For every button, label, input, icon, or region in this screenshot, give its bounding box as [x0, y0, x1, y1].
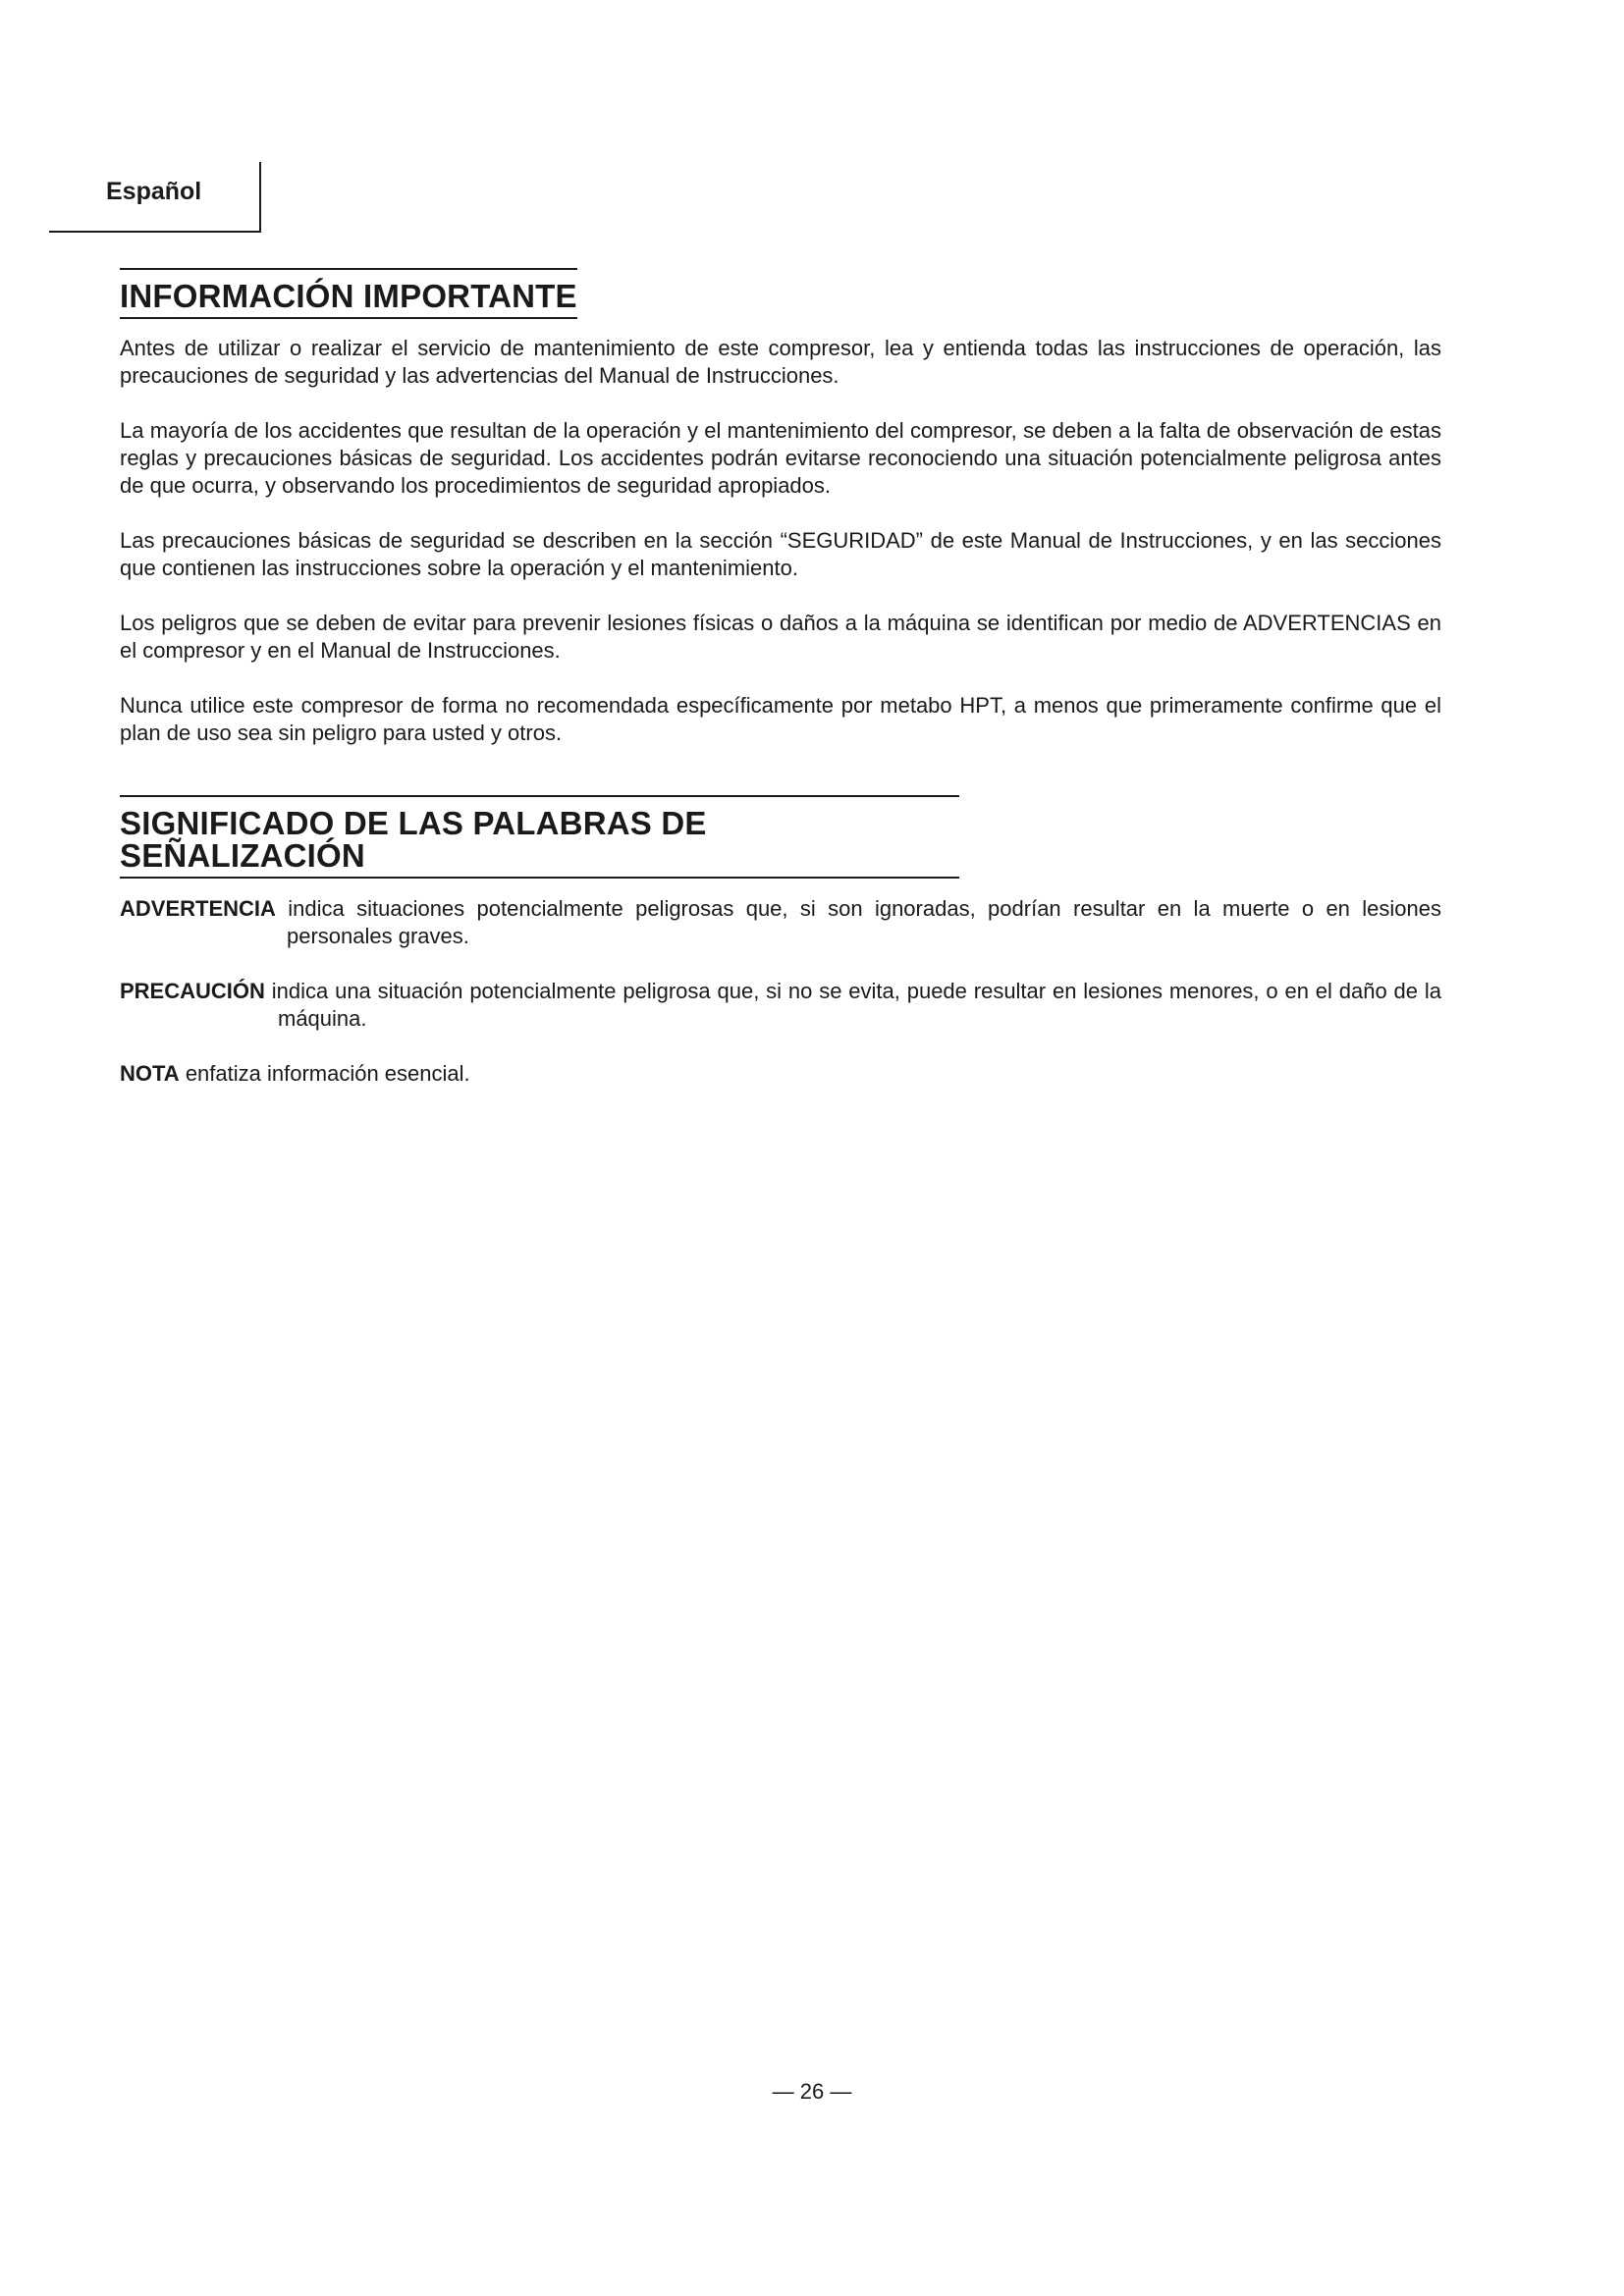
definition-note [120, 1060, 1441, 1088]
definition-term: NOTA [120, 1061, 180, 1086]
paragraph: Antes de utilizar o realizar el servicio de mantenimiento de este compresor, lea y entienda todas las instrucciones de operación, las precauciones de seguridad y las advertencias del Manual de Instrucciones. [120, 336, 1441, 388]
definition-warning [120, 895, 1441, 950]
definition-text: enfatiza información esencial. [179, 1061, 470, 1086]
definition-caution [120, 978, 1441, 1033]
paragraph: Las precauciones básicas de seguridad se describen en la sección “SEGURIDAD” de este Manual de Instrucciones, y en las secciones que contienen las instrucciones sobre la operación y el mantenimiento. [120, 528, 1441, 580]
section-body [120, 895, 1441, 1088]
section-title: SIGNIFICADO DE LAS PALABRAS DE SEÑALIZACIÓN [120, 795, 959, 879]
section-important-information [120, 268, 1441, 774]
section-title: INFORMACIÓN IMPORTANTE [120, 268, 577, 319]
paragraph: Nunca utilice este compresor de forma no recomendada específicamente por metabo HPT, a menos que primeramente confirme que el plan de uso sea sin peligro para usted y otros. [120, 693, 1441, 745]
language-tab [49, 162, 261, 233]
definition-text: indica una situación potencialmente peligrosa que, si no se evita, puede resultar en lesiones menores, o en el daño de la máquina. [264, 979, 1441, 1031]
section-signal-words [120, 795, 1441, 1115]
paragraph: Los peligros que se deben de evitar para prevenir lesiones físicas o daños a la máquina se identifican por medio de ADVERTENCIAS en el compresor y en el Manual de Instrucciones. [120, 611, 1441, 663]
paragraph: La mayoría de los accidentes que resultan de la operación y el mantenimiento del compresor, se deben a la falta de observación de estas reglas y precauciones básicas de seguridad. Los accidentes podrán evitarse reconociendo una situación potencialmente peligrosa antes de que ocurra, y observando los procedimientos de seguridad apropiados. [120, 418, 1441, 498]
definition-text: indica situaciones potencialmente peligrosas que, si son ignoradas, podrían resultar en la muerte o en lesiones personales graves. [275, 896, 1441, 948]
definition-term: PRECAUCIÓN [120, 979, 265, 1003]
page-number: — 26 — [772, 2079, 852, 2104]
section-body [120, 335, 1441, 747]
language-label: Español [106, 178, 202, 205]
definition-term: ADVERTENCIA [120, 896, 276, 921]
